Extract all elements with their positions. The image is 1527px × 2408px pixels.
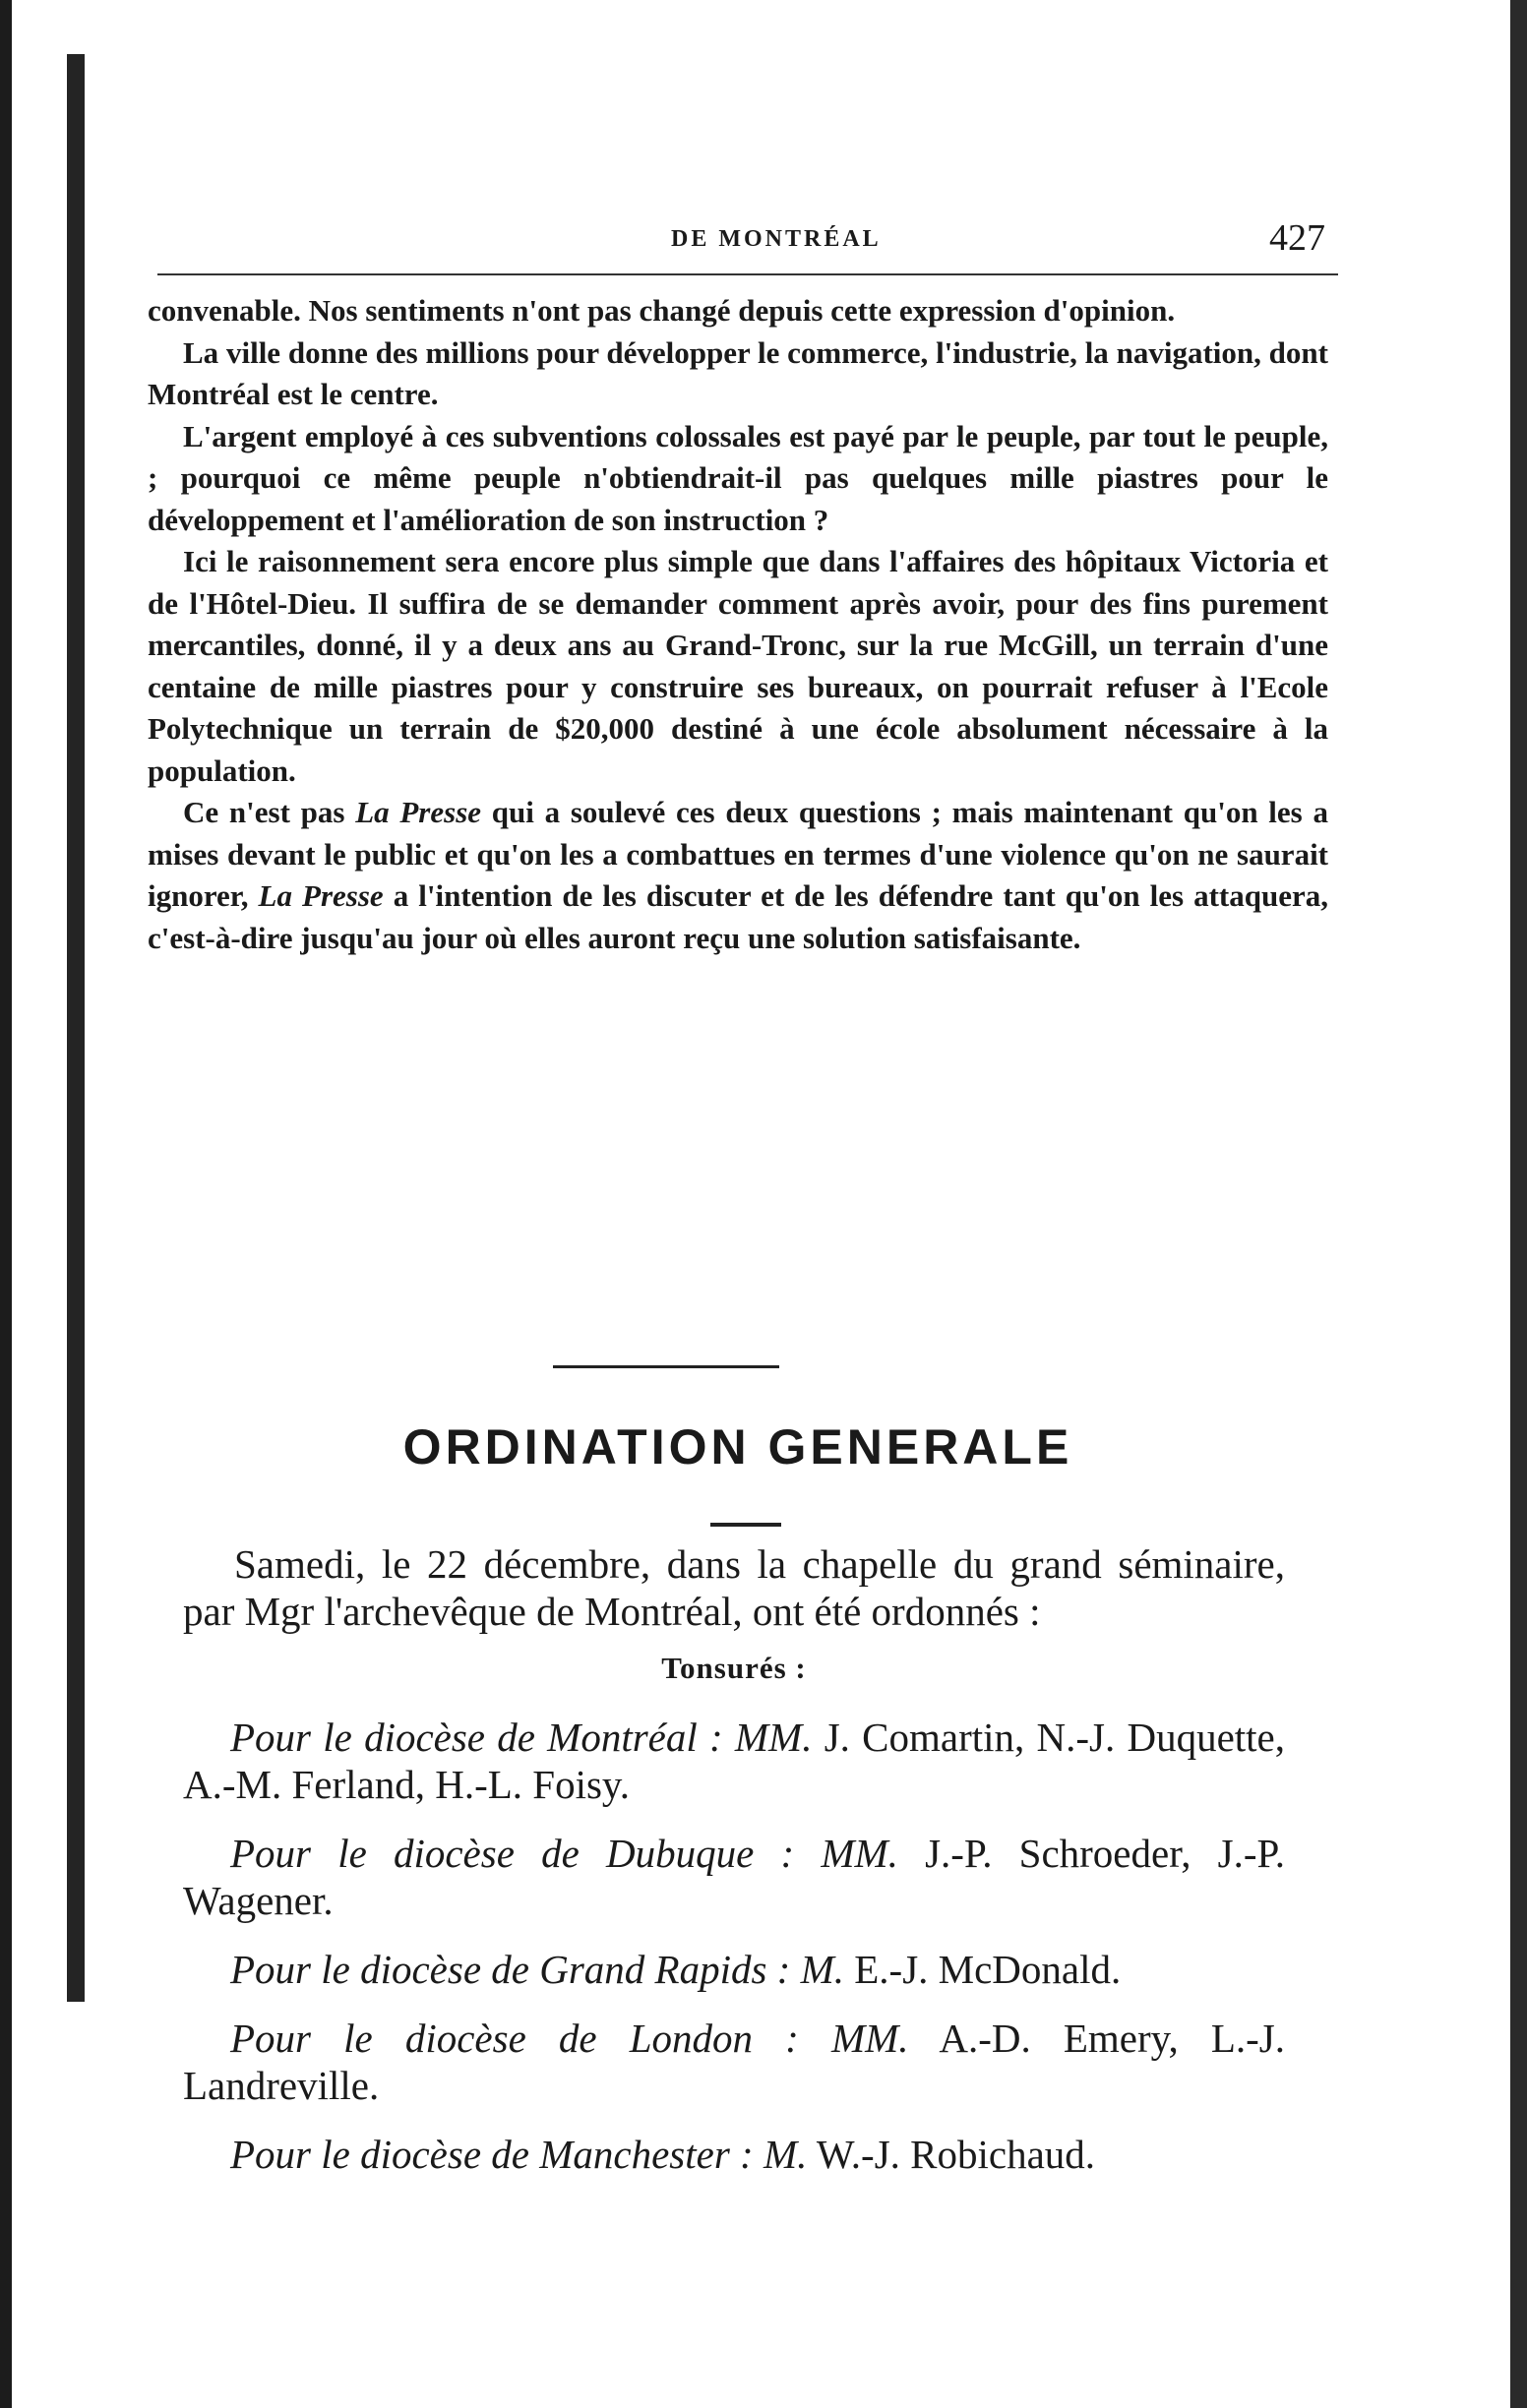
paragraph-5 [148, 792, 1328, 959]
honorific: MM. [830, 2016, 909, 2061]
la-presse-title: La Presse [355, 795, 482, 829]
section-heading: ORDINATION GENERALE [402, 1419, 1073, 1475]
honorific: M. [763, 2132, 808, 2177]
paragraph-1: convenable. Nos sentiments n'ont pas changé depuis cette expression d'opinion. [148, 293, 1176, 328]
page-number: 427 [1269, 217, 1325, 259]
diocese-label: Pour le diocèse de Grand Rapids : [230, 1947, 791, 1992]
names: W.-J. Robichaud. [807, 2132, 1096, 2177]
diocese-label: Pour le diocèse de Dubuque : [230, 1831, 795, 1876]
diocese-entry [183, 1714, 1285, 1808]
article-body [148, 290, 1328, 959]
diocese-entry [183, 1946, 1285, 1993]
names: A.-D. Emery, L.-J. Landreville. [183, 2016, 1286, 2108]
scan-right-border [1510, 0, 1527, 2408]
diocese-entry [183, 2015, 1285, 2109]
paragraph-2: La ville donne des millions pour développer le commerce, l'industrie, la navigation, dont Montréal est le centre. [148, 334, 1328, 411]
diocese-entry [183, 1830, 1285, 1924]
honorific: MM. [821, 1831, 898, 1876]
paragraph-5-text-a: Ce n'est pas [183, 795, 356, 829]
paragraph-5-text-c: a l'intention de les discuter et de les défendre tant qu'on les attaquera, c'est-à-dire jusqu'au jour où elles auront reçu une solution satisfaisante. [148, 878, 1328, 955]
paragraph-4: Ici le raisonnement sera encore plus simple que dans l'affaires des hôpitaux Victoria et de l'Hôtel-Dieu. Il suffira de se demander comment après avoir, pour des fins purement mercantiles, donné, il y a deux ans au Grand-Tronc, sur la rue McGill, un terrain d'une centaine de mille piastres pour y construire ses bureaux, on pourrait refuser à l'Ecole Polytechnique un terrain de $20,000 destiné à une école absolument nécessaire à la population. [148, 544, 1328, 788]
la-presse-title: La Presse [258, 878, 384, 913]
paragraph-3: L'argent employé à ces subventions colossales est payé par le peuple, par tout le peuple, ; pourquoi ce même peuple n'obtiendrait-il pas quelques mille piastres pour le développement et l'amélioration de son instruction ? [148, 418, 1328, 537]
running-head [157, 187, 1338, 259]
section-separator [553, 1365, 779, 1368]
diocese-label: Pour le diocèse de Manchester : [230, 2132, 754, 2177]
diocese-entry [183, 2131, 1285, 2178]
honorific: MM. [734, 1715, 813, 1760]
ordination-section [183, 1540, 1285, 2199]
paragraph-5-text-b: qui a soulevé ces deux questions ; mais maintenant qu'on les a mises devant le public et qu'on les a combattues en termes d'une violence qu'on ne saurait ignorer, [148, 795, 1328, 913]
names: E.-J. McDonald. [844, 1947, 1122, 1992]
scan-left-border [0, 0, 12, 2408]
header-rule [157, 273, 1338, 275]
diocese-label: Pour le diocèse de London : [230, 2016, 799, 2061]
ordination-intro: Samedi, le 22 décembre, dans la chapelle du grand séminaire, par Mgr l'archevêque de Montréal, ont été ordonnés : [183, 1541, 1285, 1634]
scan-gutter-shadow [67, 54, 85, 2002]
running-title: DE MONTRÉAL [671, 226, 882, 252]
names: J. Comartin, N.-J. Duquette, A.-M. Ferland, H.-L. Foisy. [183, 1715, 1285, 1807]
heading-rule [710, 1523, 781, 1527]
tonsures-subheading: Tonsurés : [661, 1651, 807, 1685]
names: J.-P. Schroeder, J.-P. Wagener. [183, 1831, 1286, 1923]
diocese-label: Pour le diocèse de Montréal : [230, 1715, 723, 1760]
honorific: M. [800, 1947, 844, 1992]
